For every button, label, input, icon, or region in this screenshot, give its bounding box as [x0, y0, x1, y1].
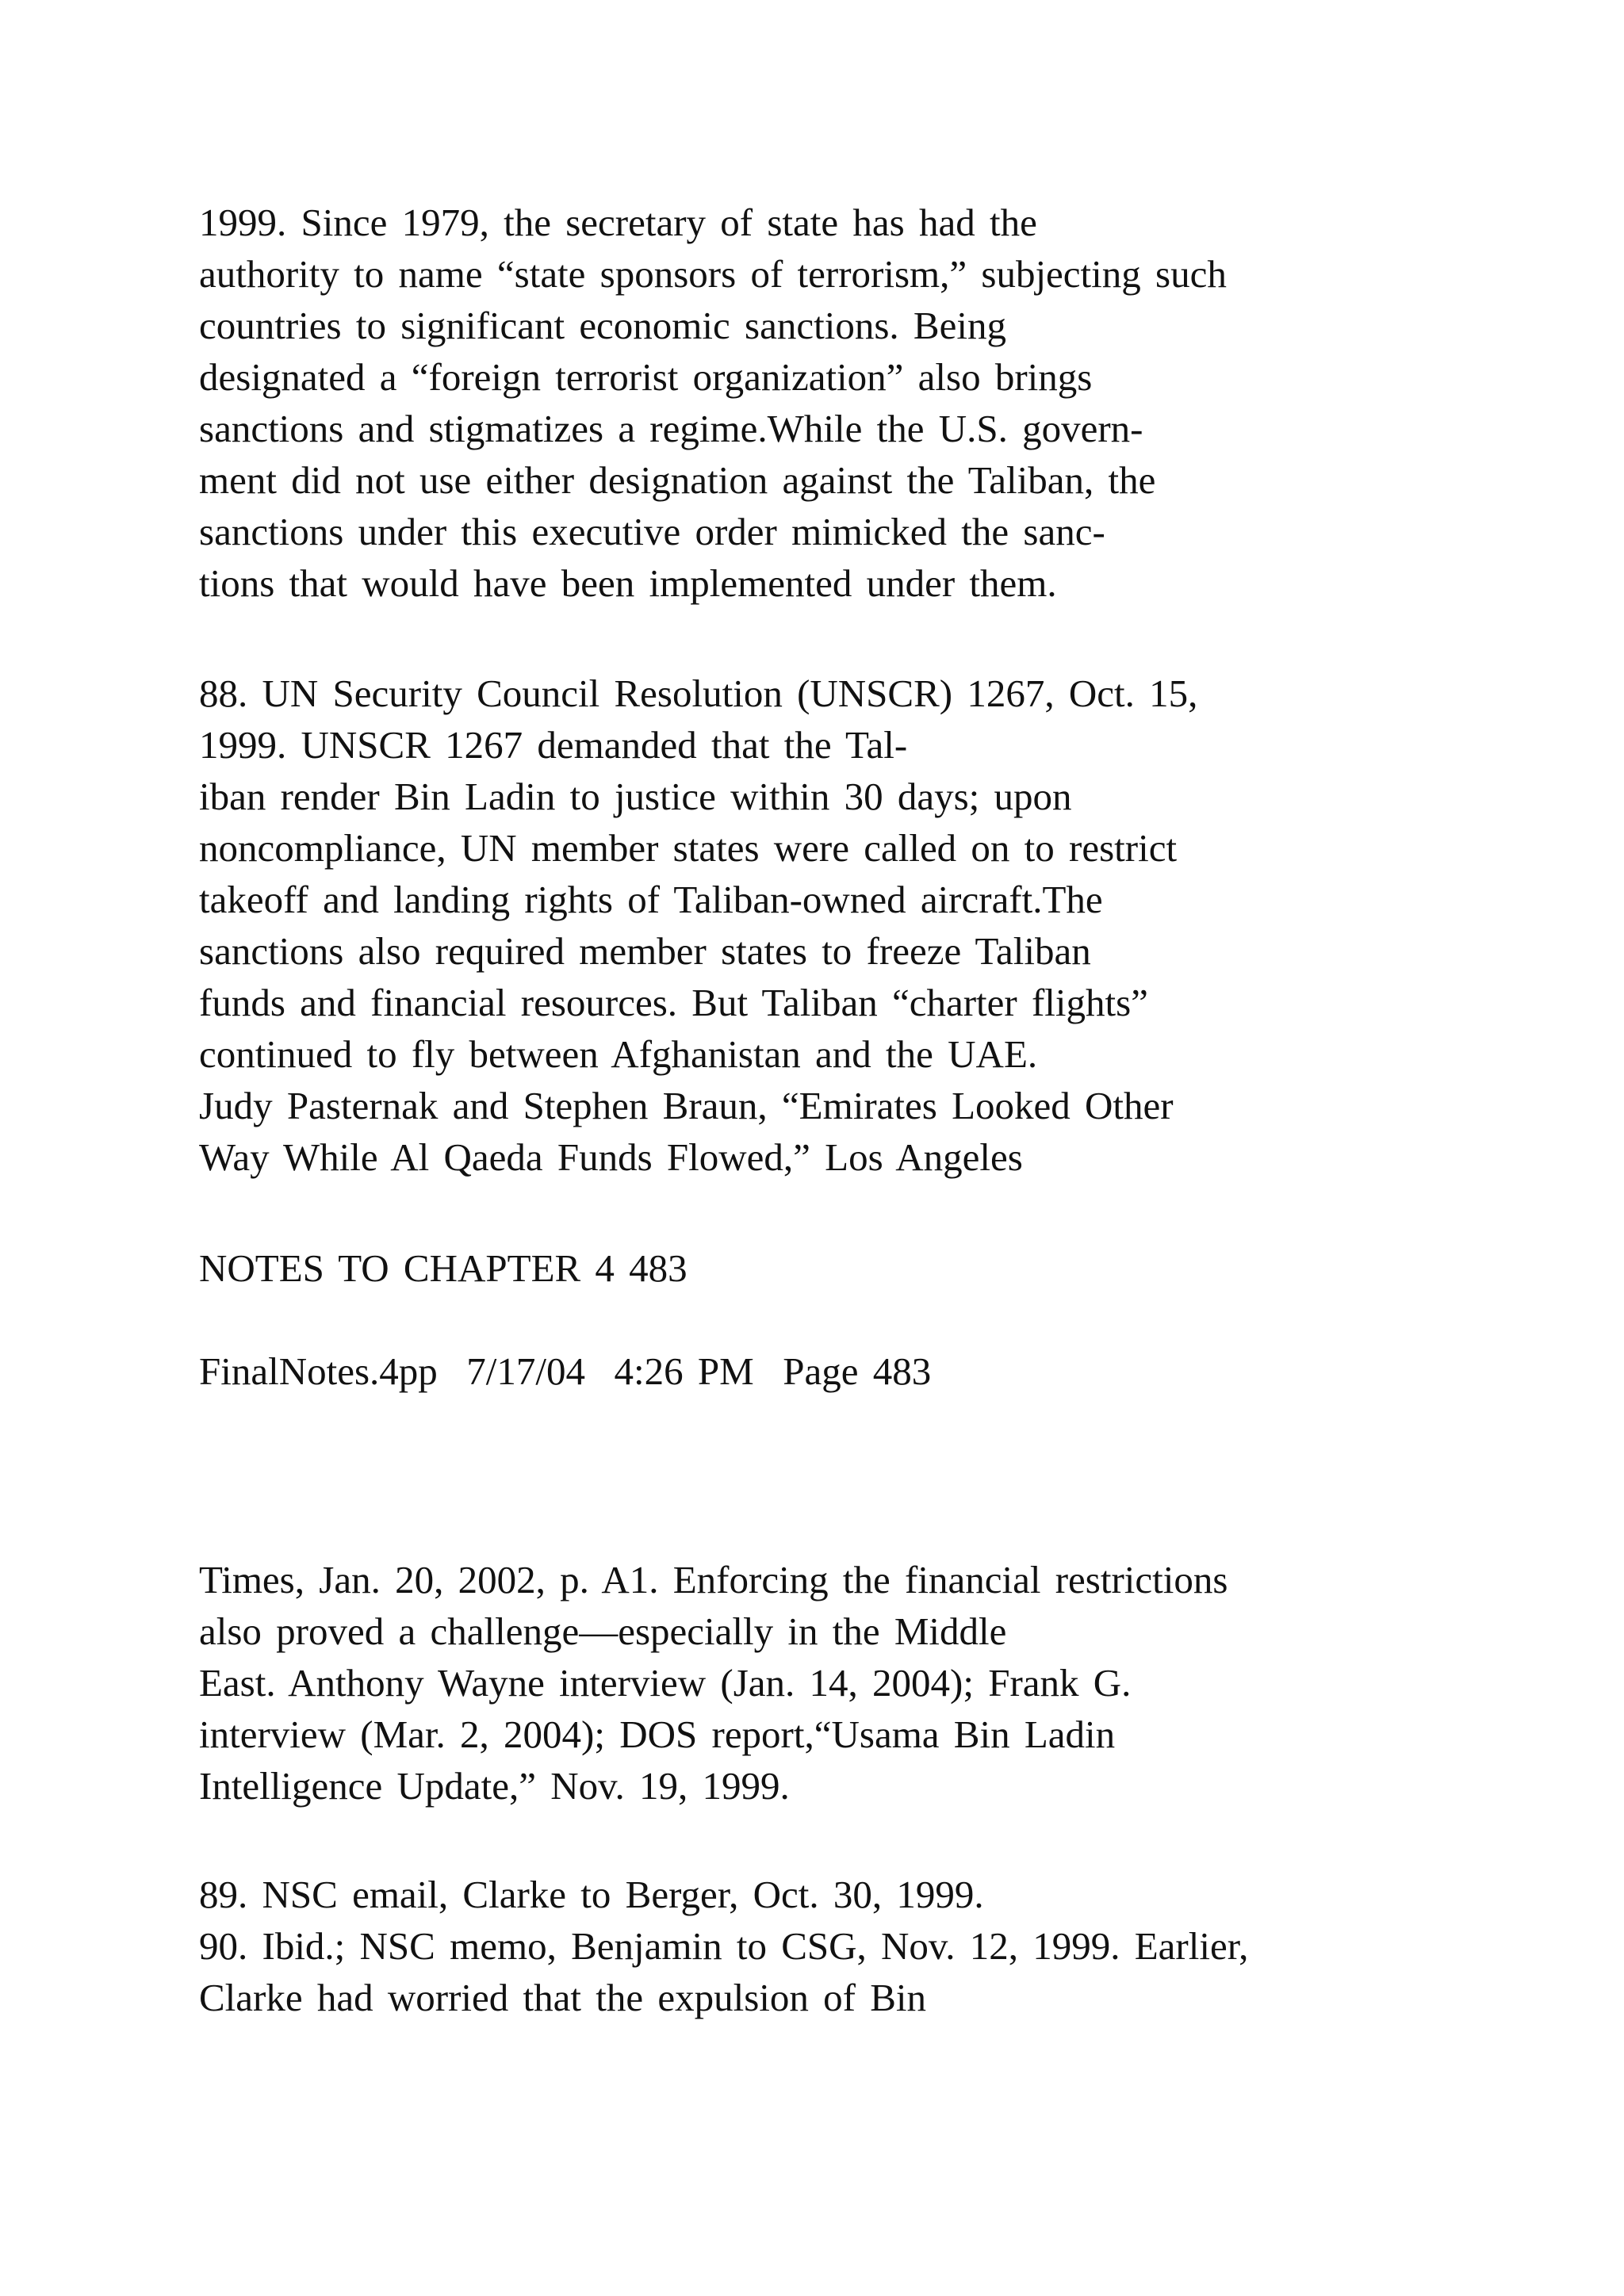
text-line: Judy Pasternak and Stephen Braun, “Emirates Looked Other [199, 1084, 1174, 1127]
text-line: FinalNotes.4pp 7/17/04 4:26 PM Page 483 [199, 1349, 932, 1393]
text-line: countries to significant economic sanctions. Being [199, 304, 1006, 347]
page-slug [199, 1345, 931, 1397]
text-line: authority to name “state sponsors of terrorism,” subjecting such [199, 252, 1227, 296]
text-line: sanctions under this executive order mimicked the sanc- [199, 510, 1105, 553]
text-line: Intelligence Update,” Nov. 19, 1999. [199, 1764, 790, 1808]
text-line: continued to fly between Afghanistan and the UAE. [199, 1032, 1038, 1076]
text-line: Clarke had worried that the expulsion of Bin [199, 1976, 926, 2019]
text-line: Times, Jan. 20, 2002, p. A1. Enforcing the financial restrictions [199, 1558, 1228, 1601]
text-line: interview (Mar. 2, 2004); DOS report,“Usama Bin Ladin [199, 1712, 1116, 1756]
text-line: NOTES TO CHAPTER 4 483 [199, 1246, 688, 1290]
text-line: 1999. UNSCR 1267 demanded that the Tal- [199, 723, 908, 767]
notes-89-90 [199, 1869, 1248, 2023]
text-line: ment did not use either designation against the Taliban, the [199, 458, 1156, 502]
text-line: East. Anthony Wayne interview (Jan. 14, 2004); Frank G. [199, 1661, 1132, 1705]
note-87-continuation [199, 197, 1227, 609]
text-line: 90. Ibid.; NSC memo, Benjamin to CSG, Nov. 12, 1999. Earlier, [199, 1924, 1249, 1968]
text-line: noncompliance, UN member states were called on to restrict [199, 826, 1178, 870]
text-line: 89. NSC email, Clarke to Berger, Oct. 30, 1999. [199, 1873, 984, 1916]
text-line: Way While Al Qaeda Funds Flowed,” Los Angeles [199, 1135, 1023, 1179]
text-line: 1999. Since 1979, the secretary of state has had the [199, 201, 1037, 244]
text-line: tions that would have been implemented under them. [199, 561, 1057, 605]
text-line: 88. UN Security Council Resolution (UNSCR) 1267, Oct. 15, [199, 672, 1198, 715]
running-footer [199, 1242, 688, 1294]
text-line: takeoff and landing rights of Taliban-owned aircraft.The [199, 878, 1103, 921]
text-line: funds and financial resources. But Taliban “charter flights” [199, 981, 1148, 1024]
text-line: sanctions also required member states to freeze Taliban [199, 929, 1091, 973]
text-line: sanctions and stigmatizes a regime.While the U.S. govern- [199, 407, 1143, 450]
text-line: designated a “foreign terrorist organization” also brings [199, 355, 1093, 399]
text-line: also proved a challenge—especially in the Middle [199, 1609, 1007, 1653]
note-88 [199, 668, 1197, 1183]
text-line: iban render Bin Ladin to justice within 30 days; upon [199, 775, 1072, 818]
note-88-continuation [199, 1554, 1228, 1812]
